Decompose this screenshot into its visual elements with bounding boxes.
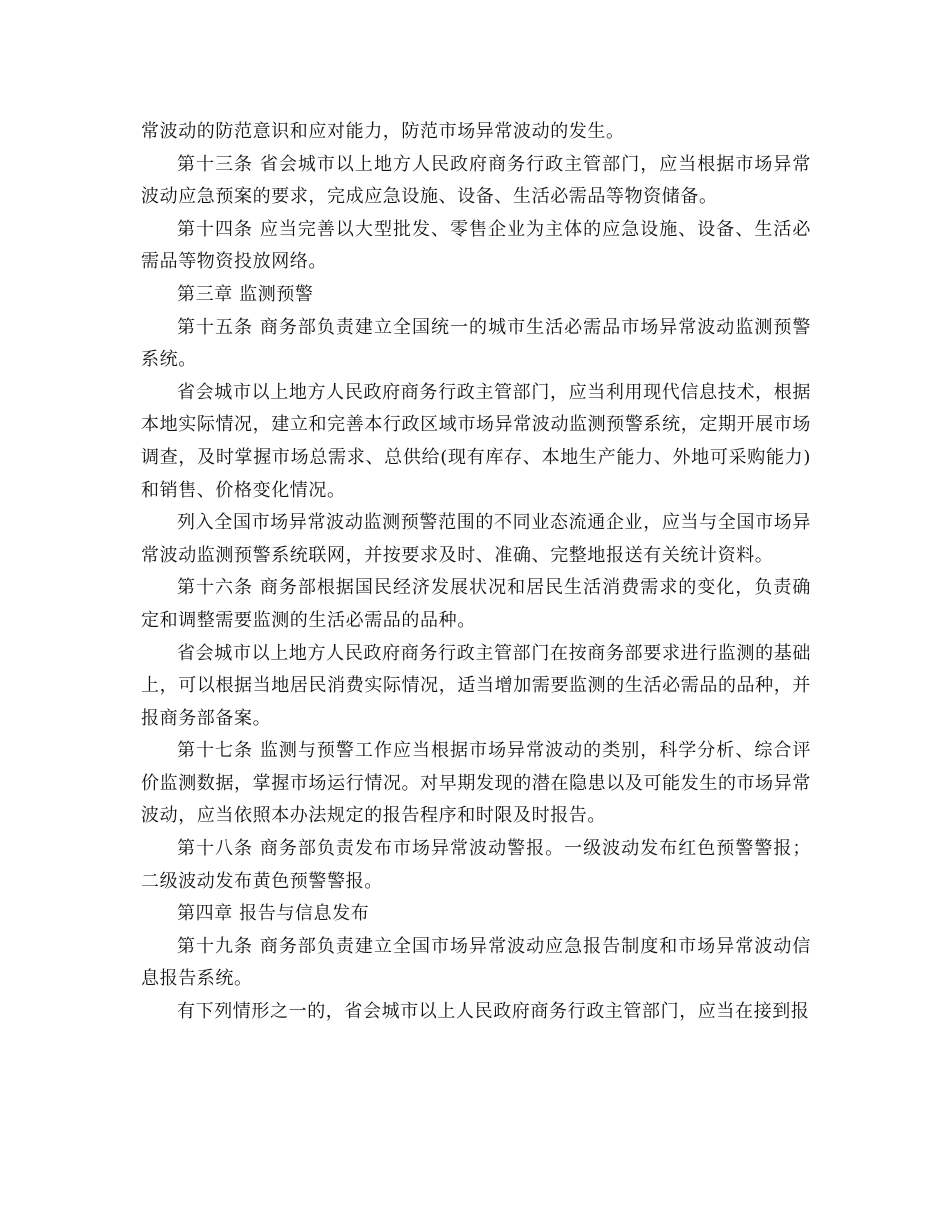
paragraph: 第十八条 商务部负责发布市场异常波动警报。一级波动发布红色预警警报；二级波动发布黄色预警警报。	[141, 838, 811, 892]
document-body	[141, 116, 811, 1029]
paragraph: 常波动的防范意识和应对能力，防范市场异常波动的发生。	[141, 121, 625, 142]
paragraph: 第十九条 商务部负责建立全国市场异常波动应急报告制度和市场异常波动信息报告系统。	[141, 935, 811, 990]
paragraph: 第四章 报告与信息发布	[177, 903, 370, 925]
paragraph: 第十七条 监测与预警工作应当根据市场异常波动的类别，科学分析、综合评价监测数据，掌握市场运行情况。对早期发现的潜在隐患以及可能发生的市场异常波动，应当依照本办法规定的报告程序和时限及时报告。	[141, 740, 811, 827]
paragraph: 第十三条 省会城市以上地方人民政府商务行政主管部门，应当根据市场异常波动应急预案的要求，完成应急设施、设备、生活必需品等物资储备。	[141, 153, 811, 208]
paragraph: 第十六条 商务部根据国民经济发展状况和居民生活消费需求的变化，负责确定和调整需要监测的生活必需品的品种。	[141, 577, 811, 631]
paragraph: 有下列情形之一的，省会城市以上人民政府商务行政主管部门，应当在接到报	[177, 1001, 810, 1023]
paragraph: 第十五条 商务部负责建立全国统一的城市生活必需品市场异常波动监测预警系统。	[141, 316, 811, 371]
paragraph: 第十四条 应当完善以大型批发、零售企业为主体的应急设施、设备、生活必需品等物资投放网络。	[141, 218, 811, 273]
paragraph: 列入全国市场异常波动监测预警范围的不同业态流通企业，应当与全国市场异常波动监测预警系统联网，并按要求及时、准确、完整地报送有关统计资料。	[141, 512, 811, 566]
paragraph: 第三章 监测预警	[177, 283, 314, 305]
paragraph: 省会城市以上地方人民政府商务行政主管部门，应当利用现代信息技术，根据本地实际情况，建立和完善本行政区域市场异常波动监测预警系统，定期开展市场调查，及时掌握市场总需求、总供给(现有库存、本地生产能力、外地可采购能力)和销售、价格变化情况。	[141, 381, 811, 501]
paragraph: 省会城市以上地方人民政府商务行政主管部门在按商务部要求进行监测的基础上，可以根据当地居民消费实际情况，适当增加需要监测的生活必需品的品种，并报商务部备案。	[141, 642, 811, 729]
